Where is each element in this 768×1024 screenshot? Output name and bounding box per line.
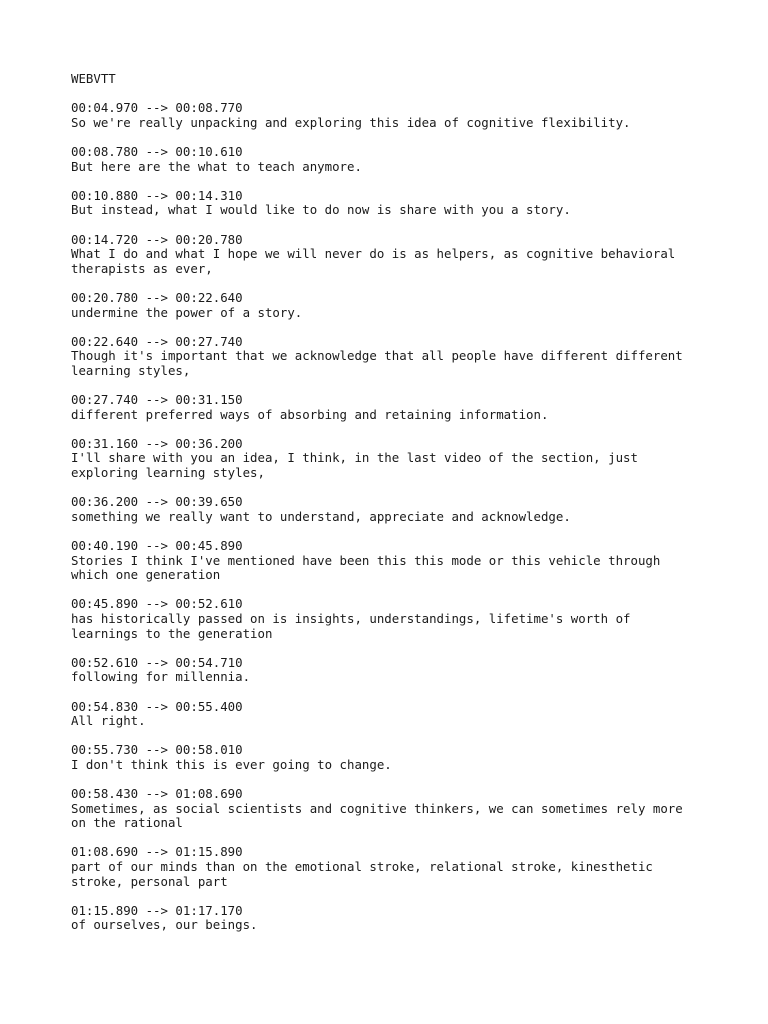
subtitle-cue xyxy=(71,597,711,641)
subtitle-cue xyxy=(71,393,711,422)
cue-timestamp: 00:36.200 --> 00:39.650 xyxy=(71,494,243,510)
cue-text: has historically passed on is insights, understandings, lifetime's worth of learnings to the generation xyxy=(71,610,631,641)
cue-text: I'll share with you an idea, I think, in the last video of the section, just exploring learning styles, xyxy=(71,450,638,481)
cue-text: of ourselves, our beings. xyxy=(71,917,258,933)
cue-text: But here are the what to teach anymore. xyxy=(71,158,362,174)
subtitle-cue xyxy=(71,787,711,831)
subtitle-cue xyxy=(71,904,711,933)
subtitle-cue xyxy=(71,233,711,277)
subtitle-cue xyxy=(71,335,711,379)
cue-list xyxy=(71,101,711,933)
cue-text: What I do and what I hope we will never do is as helpers, as cognitive behavioral therapists as ever, xyxy=(71,246,676,276)
cue-timestamp: 00:54.830 --> 00:55.400 xyxy=(71,698,243,714)
cue-text: part of our minds than on the emotional stroke, relational stroke, kinesthetic stroke, personal part xyxy=(71,859,653,889)
cue-timestamp: 00:58.430 --> 01:08.690 xyxy=(71,786,243,802)
cue-text: But instead, what I would like to do now is share with you a story. xyxy=(71,202,571,218)
cue-text: undermine the power of a story. xyxy=(71,304,303,320)
subtitle-cue xyxy=(71,539,711,583)
cue-text: All right. xyxy=(71,713,146,729)
cue-timestamp: 00:40.190 --> 00:45.890 xyxy=(71,538,243,553)
cue-text: So we're really unpacking and exploring this idea of cognitive flexibility. xyxy=(71,114,631,130)
cue-timestamp: 00:52.610 --> 00:54.710 xyxy=(71,654,243,670)
cue-timestamp: 00:22.640 --> 00:27.740 xyxy=(71,333,243,349)
cue-text: I don't think this is ever going to change. xyxy=(71,756,392,772)
subtitle-cue xyxy=(71,700,711,729)
subtitle-cue xyxy=(71,437,711,481)
subtitle-cue xyxy=(71,845,711,889)
cue-timestamp: 01:15.890 --> 01:17.170 xyxy=(71,902,243,918)
subtitle-cue xyxy=(71,291,711,320)
subtitle-cue xyxy=(71,101,711,130)
cue-timestamp: 00:04.970 --> 00:08.770 xyxy=(71,100,243,116)
subtitle-cue xyxy=(71,145,711,174)
cue-timestamp: 00:45.890 --> 00:52.610 xyxy=(71,596,243,612)
cue-text: Though it's important that we acknowledge that all people have different different learning styles, xyxy=(71,348,683,378)
cue-text: Sometimes, as social scientists and cognitive thinkers, we can sometimes rely more on the rational xyxy=(71,800,683,831)
cue-timestamp: 00:14.720 --> 00:20.780 xyxy=(71,231,243,247)
cue-timestamp: 00:20.780 --> 00:22.640 xyxy=(71,289,243,305)
cue-text: Stories I think I've mentioned have been this this mode or this vehicle through which one generation xyxy=(71,552,661,583)
document-page xyxy=(71,72,711,948)
subtitle-cue xyxy=(71,189,711,218)
cue-text: following for millennia. xyxy=(71,669,251,685)
subtitle-cue xyxy=(71,656,711,685)
cue-timestamp: 01:08.690 --> 01:15.890 xyxy=(71,844,243,860)
cue-timestamp: 00:55.730 --> 00:58.010 xyxy=(71,742,243,758)
cue-text: something we really want to understand, appreciate and acknowledge. xyxy=(71,508,571,524)
cue-timestamp: 00:10.880 --> 00:14.310 xyxy=(71,187,243,203)
subtitle-cue xyxy=(71,495,711,524)
webvtt-header: WEBVTT xyxy=(71,71,116,86)
subtitle-cue xyxy=(71,743,711,772)
cue-text: different preferred ways of absorbing and retaining information. xyxy=(71,406,549,422)
cue-timestamp: 00:08.780 --> 00:10.610 xyxy=(71,143,243,159)
cue-timestamp: 00:31.160 --> 00:36.200 xyxy=(71,435,243,451)
cue-timestamp: 00:27.740 --> 00:31.150 xyxy=(71,392,243,408)
